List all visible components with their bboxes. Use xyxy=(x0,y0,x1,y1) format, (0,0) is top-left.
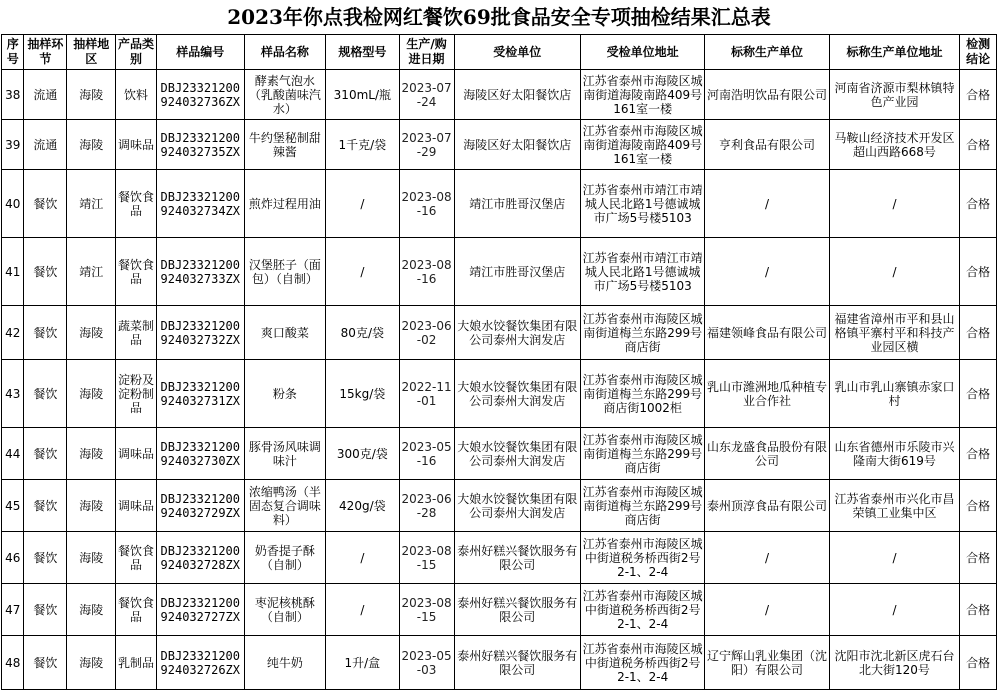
production-date: 2022-11-01 xyxy=(399,360,454,428)
table-header-row xyxy=(2,35,997,70)
spec: 15kg/袋 xyxy=(326,360,399,428)
manufacturer: 福建领峰食品有限公司 xyxy=(705,306,829,360)
sampling-stage: 餐饮 xyxy=(24,584,67,636)
manufacturer-address: / xyxy=(829,238,959,306)
results-table xyxy=(1,34,997,690)
row-number: 47 xyxy=(2,584,24,636)
inspected-unit: 大娘水饺餐饮集团有限公司泰州大润发店 xyxy=(454,360,580,428)
test-result: 合格 xyxy=(960,480,997,532)
product-category: 饮料 xyxy=(116,70,157,120)
inspected-unit: 大娘水饺餐饮集团有限公司泰州大润发店 xyxy=(454,306,580,360)
row-number: 39 xyxy=(2,120,24,170)
table-row xyxy=(2,584,997,636)
manufacturer-address: 山东省德州市乐陵市兴隆南大街619号 xyxy=(829,428,959,480)
production-date: 2023-06-28 xyxy=(399,480,454,532)
table-row xyxy=(2,120,997,170)
spec: 1升/盒 xyxy=(326,636,399,690)
product-category: 乳制品 xyxy=(116,636,157,690)
production-date: 2023-05-03 xyxy=(399,636,454,690)
test-result: 合格 xyxy=(960,428,997,480)
sample-name: 牛约堡秘制甜辣酱 xyxy=(244,120,326,170)
spec: / xyxy=(326,170,399,238)
inspected-unit-address: 江苏省泰州市海陵区城南街道梅兰东路299号商店街1002柜 xyxy=(580,360,704,428)
sample-name: 浓缩鸭汤（半固态复合调味料） xyxy=(244,480,326,532)
inspected-unit-address: 江苏省泰州市海陵区城中街道税务桥西街2号2-1、2-4 xyxy=(580,532,704,584)
column-header: 标称生产单位地址 xyxy=(829,35,959,70)
test-result: 合格 xyxy=(960,584,997,636)
manufacturer: 山东龙盛食品股份有限公司 xyxy=(705,428,829,480)
sample-name: 枣泥核桃酥（自制） xyxy=(244,584,326,636)
product-category: 淀粉及淀粉制品 xyxy=(116,360,157,428)
inspected-unit: 大娘水饺餐饮集团有限公司泰州大润发店 xyxy=(454,428,580,480)
sample-name: 汉堡胚子（面包）（自制） xyxy=(244,238,326,306)
sample-id: DBJ23321200924032734ZX xyxy=(156,170,244,238)
sampling-area: 海陵 xyxy=(67,532,116,584)
spec: 300克/袋 xyxy=(326,428,399,480)
column-header: 产品类别 xyxy=(116,35,157,70)
column-header: 抽样地区 xyxy=(67,35,116,70)
row-number: 40 xyxy=(2,170,24,238)
manufacturer-address: 乳山市乳山寨镇赤家口村 xyxy=(829,360,959,428)
production-date: 2023-08-15 xyxy=(399,532,454,584)
inspected-unit-address: 江苏省泰州市海陵区城中街道税务桥西街2号2-1、2-4 xyxy=(580,584,704,636)
sampling-stage: 餐饮 xyxy=(24,428,67,480)
table-row xyxy=(2,480,997,532)
sampling-stage: 餐饮 xyxy=(24,636,67,690)
manufacturer-address: 河南省济源市梨林镇特色产业园 xyxy=(829,70,959,120)
row-number: 41 xyxy=(2,238,24,306)
column-header: 样品名称 xyxy=(244,35,326,70)
column-header: 抽样环节 xyxy=(24,35,67,70)
test-result: 合格 xyxy=(960,238,997,306)
inspected-unit: 大娘水饺餐饮集团有限公司泰州大润发店 xyxy=(454,480,580,532)
sample-id: DBJ23321200924032727ZX xyxy=(156,584,244,636)
column-header: 规格型号 xyxy=(326,35,399,70)
manufacturer-address: / xyxy=(829,532,959,584)
inspected-unit-address: 江苏省泰州市海陵区城南街道海陵南路409号161室一楼 xyxy=(580,120,704,170)
sampling-area: 靖江 xyxy=(67,170,116,238)
manufacturer-address: 沈阳市沈北新区虎石台北大街120号 xyxy=(829,636,959,690)
spec: 80克/袋 xyxy=(326,306,399,360)
table-row xyxy=(2,428,997,480)
table-row xyxy=(2,532,997,584)
inspected-unit: 海陵区好太阳餐饮店 xyxy=(454,70,580,120)
manufacturer: 亨利食品有限公司 xyxy=(705,120,829,170)
product-category: 调味品 xyxy=(116,120,157,170)
spec: 420g/袋 xyxy=(326,480,399,532)
column-header: 受检单位 xyxy=(454,35,580,70)
production-date: 2023-06-02 xyxy=(399,306,454,360)
spec: / xyxy=(326,238,399,306)
manufacturer-address: / xyxy=(829,170,959,238)
production-date: 2023-05-16 xyxy=(399,428,454,480)
sampling-area: 海陵 xyxy=(67,584,116,636)
production-date: 2023-07-29 xyxy=(399,120,454,170)
manufacturer: 乳山市潍洲地瓜种植专业合作社 xyxy=(705,360,829,428)
manufacturer: 泰州顶淳食品有限公司 xyxy=(705,480,829,532)
inspected-unit-address: 江苏省泰州市靖江市靖城人民北路1号德诚城市广场5号楼5103 xyxy=(580,238,704,306)
manufacturer: / xyxy=(705,170,829,238)
sampling-area: 海陵 xyxy=(67,360,116,428)
document-title: 2023年你点我检网红餐饮69批食品安全专项抽检结果汇总表 xyxy=(227,5,771,29)
column-header: 序号 xyxy=(2,35,24,70)
spec: 1千克/袋 xyxy=(326,120,399,170)
sampling-stage: 餐饮 xyxy=(24,360,67,428)
sample-id: DBJ23321200924032728ZX xyxy=(156,532,244,584)
table-row xyxy=(2,636,997,690)
sample-id: DBJ23321200924032729ZX xyxy=(156,480,244,532)
inspected-unit: 靖江市胜哥汉堡店 xyxy=(454,170,580,238)
sample-name: 纯牛奶 xyxy=(244,636,326,690)
sample-id: DBJ23321200924032736ZX xyxy=(156,70,244,120)
sampling-area: 海陵 xyxy=(67,120,116,170)
inspected-unit-address: 江苏省泰州市海陵区城南街道梅兰东路299号商店街 xyxy=(580,428,704,480)
manufacturer: 辽宁辉山乳业集团（沈阳）有限公司 xyxy=(705,636,829,690)
row-number: 45 xyxy=(2,480,24,532)
sampling-area: 海陵 xyxy=(67,70,116,120)
table-body xyxy=(2,70,997,690)
product-category: 餐饮食品 xyxy=(116,170,157,238)
inspected-unit-address: 江苏省泰州市海陵区城南街道海陵南路409号161室一楼 xyxy=(580,70,704,120)
test-result: 合格 xyxy=(960,360,997,428)
sample-id: DBJ23321200924032735ZX xyxy=(156,120,244,170)
sampling-area: 海陵 xyxy=(67,428,116,480)
spec: / xyxy=(326,532,399,584)
sampling-stage: 餐饮 xyxy=(24,170,67,238)
product-category: 蔬菜制品 xyxy=(116,306,157,360)
product-category: 餐饮食品 xyxy=(116,238,157,306)
table-row xyxy=(2,170,997,238)
manufacturer: / xyxy=(705,584,829,636)
sample-id: DBJ23321200924032733ZX xyxy=(156,238,244,306)
row-number: 44 xyxy=(2,428,24,480)
sampling-area: 海陵 xyxy=(67,480,116,532)
row-number: 48 xyxy=(2,636,24,690)
production-date: 2023-07-24 xyxy=(399,70,454,120)
sampling-stage: 流通 xyxy=(24,120,67,170)
sampling-stage: 餐饮 xyxy=(24,238,67,306)
sample-name: 奶香提子酥（自制） xyxy=(244,532,326,584)
manufacturer: / xyxy=(705,238,829,306)
table-row xyxy=(2,360,997,428)
sampling-stage: 餐饮 xyxy=(24,532,67,584)
table-row xyxy=(2,238,997,306)
column-header: 标称生产单位 xyxy=(705,35,829,70)
inspected-unit: 泰州好糕兴餐饮服务有限公司 xyxy=(454,584,580,636)
inspected-unit: 靖江市胜哥汉堡店 xyxy=(454,238,580,306)
manufacturer-address: 福建省漳州市平和县山格镇平寨村平和科技产业园区横 xyxy=(829,306,959,360)
manufacturer-address: 江苏省泰州市兴化市昌荣镇工业集中区 xyxy=(829,480,959,532)
sample-name: 豚骨汤风味调味汁 xyxy=(244,428,326,480)
inspected-unit-address: 江苏省泰州市海陵区城中街道税务桥西街2号2-1、2-4 xyxy=(580,636,704,690)
column-header: 检测结论 xyxy=(960,35,997,70)
sample-id: DBJ23321200924032731ZX xyxy=(156,360,244,428)
sampling-stage: 流通 xyxy=(24,70,67,120)
row-number: 43 xyxy=(2,360,24,428)
manufacturer-address: / xyxy=(829,584,959,636)
sample-name: 酵素气泡水（乳酸菌味汽水） xyxy=(244,70,326,120)
test-result: 合格 xyxy=(960,532,997,584)
production-date: 2023-08-16 xyxy=(399,170,454,238)
table-row xyxy=(2,306,997,360)
inspected-unit: 海陵区好太阳餐饮店 xyxy=(454,120,580,170)
spec: / xyxy=(326,584,399,636)
product-category: 餐饮食品 xyxy=(116,584,157,636)
test-result: 合格 xyxy=(960,170,997,238)
inspected-unit-address: 江苏省泰州市海陵区城南街道梅兰东路299号商店街 xyxy=(580,480,704,532)
test-result: 合格 xyxy=(960,306,997,360)
production-date: 2023-08-16 xyxy=(399,238,454,306)
inspected-unit: 泰州好糕兴餐饮服务有限公司 xyxy=(454,532,580,584)
sample-id: DBJ23321200924032732ZX xyxy=(156,306,244,360)
product-category: 餐饮食品 xyxy=(116,532,157,584)
test-result: 合格 xyxy=(960,120,997,170)
sample-name: 爽口酸菜 xyxy=(244,306,326,360)
manufacturer: / xyxy=(705,532,829,584)
sampling-stage: 餐饮 xyxy=(24,306,67,360)
column-header: 受检单位地址 xyxy=(580,35,704,70)
manufacturer: 河南浩明饮品有限公司 xyxy=(705,70,829,120)
sampling-area: 海陵 xyxy=(67,636,116,690)
test-result: 合格 xyxy=(960,70,997,120)
inspected-unit-address: 江苏省泰州市海陵区城南街道梅兰东路299号商店街 xyxy=(580,306,704,360)
sample-name: 粉条 xyxy=(244,360,326,428)
row-number: 46 xyxy=(2,532,24,584)
test-result: 合格 xyxy=(960,636,997,690)
table-row xyxy=(2,70,997,120)
row-number: 38 xyxy=(2,70,24,120)
manufacturer-address: 马鞍山经济技术开发区超山西路668号 xyxy=(829,120,959,170)
inspected-unit-address: 江苏省泰州市靖江市靖城人民北路1号德诚城市广场5号楼5103 xyxy=(580,170,704,238)
sampling-area: 靖江 xyxy=(67,238,116,306)
sample-name: 煎炸过程用油 xyxy=(244,170,326,238)
spec: 310mL/瓶 xyxy=(326,70,399,120)
sampling-area: 海陵 xyxy=(67,306,116,360)
sample-id: DBJ23321200924032730ZX xyxy=(156,428,244,480)
column-header: 生产/购进日期 xyxy=(399,35,454,70)
production-date: 2023-08-15 xyxy=(399,584,454,636)
column-header: 样品编号 xyxy=(156,35,244,70)
row-number: 42 xyxy=(2,306,24,360)
product-category: 调味品 xyxy=(116,480,157,532)
inspected-unit: 泰州好糕兴餐饮服务有限公司 xyxy=(454,636,580,690)
product-category: 调味品 xyxy=(116,428,157,480)
sample-id: DBJ23321200924032726ZX xyxy=(156,636,244,690)
sampling-stage: 餐饮 xyxy=(24,480,67,532)
